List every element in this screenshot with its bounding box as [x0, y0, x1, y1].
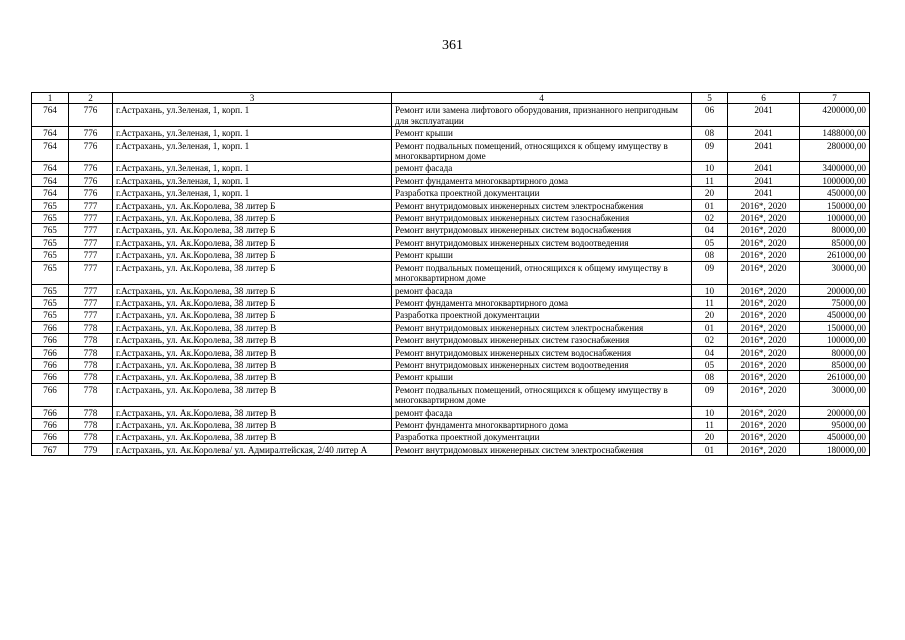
house-number-cell: 777: [69, 212, 113, 224]
row-number-cell: 766: [32, 358, 69, 370]
cost-cell: 3400000,00: [800, 162, 870, 174]
year-cell: 2041: [728, 187, 800, 199]
work-type-cell: Ремонт крыши: [392, 371, 692, 383]
year-cell: 2016*, 2020: [728, 296, 800, 308]
header-cell: 3: [113, 93, 392, 104]
address-cell: г.Астрахань, ул. Ак.Королева, 38 литер Б: [113, 224, 392, 236]
header-cell: 1: [32, 93, 69, 104]
cost-cell: 450000,00: [800, 187, 870, 199]
cost-cell: 85000,00: [800, 358, 870, 370]
cost-cell: 4200000,00: [800, 104, 870, 127]
row-number-cell: 767: [32, 443, 69, 455]
table-row: [32, 139, 870, 162]
address-cell: г.Астрахань, ул.Зеленая, 1, корп. 1: [113, 139, 392, 162]
address-cell: г.Астрахань, ул. Ак.Королева, 38 литер Б: [113, 212, 392, 224]
work-code-cell: 20: [692, 309, 728, 321]
address-cell: г.Астрахань, ул. Ак.Королева/ ул. Адмиралтейская, 2/40 литер А: [113, 443, 392, 455]
work-type-cell: Ремонт фундамента многоквартирного дома: [392, 174, 692, 186]
house-number-cell: 778: [69, 346, 113, 358]
row-number-cell: 764: [32, 104, 69, 127]
table-row: [32, 236, 870, 248]
house-number-cell: 777: [69, 296, 113, 308]
row-number-cell: 764: [32, 162, 69, 174]
year-cell: 2016*, 2020: [728, 284, 800, 296]
row-number-cell: 764: [32, 127, 69, 139]
row-number-cell: 765: [32, 224, 69, 236]
work-type-cell: Ремонт крыши: [392, 127, 692, 139]
work-type-cell: Ремонт крыши: [392, 249, 692, 261]
address-cell: г.Астрахань, ул. Ак.Королева, 38 литер В: [113, 431, 392, 443]
house-number-cell: 779: [69, 443, 113, 455]
year-cell: 2016*, 2020: [728, 261, 800, 284]
row-number-cell: 765: [32, 284, 69, 296]
house-number-cell: 778: [69, 321, 113, 333]
cost-cell: 75000,00: [800, 296, 870, 308]
cost-cell: 95000,00: [800, 418, 870, 430]
cost-cell: 450000,00: [800, 431, 870, 443]
work-type-cell: ремонт фасада: [392, 406, 692, 418]
row-number-cell: 766: [32, 383, 69, 406]
address-cell: г.Астрахань, ул. Ак.Королева, 38 литер Б: [113, 261, 392, 284]
house-number-cell: 777: [69, 261, 113, 284]
table-row: [32, 358, 870, 370]
row-number-cell: 765: [32, 249, 69, 261]
cost-cell: 30000,00: [800, 383, 870, 406]
cost-cell: 150000,00: [800, 321, 870, 333]
cost-cell: 150000,00: [800, 199, 870, 211]
work-code-cell: 10: [692, 406, 728, 418]
address-cell: г.Астрахань, ул. Ак.Королева, 38 литер В: [113, 418, 392, 430]
cost-cell: 80000,00: [800, 346, 870, 358]
header-cell: 5: [692, 93, 728, 104]
year-cell: 2016*, 2020: [728, 212, 800, 224]
year-cell: 2016*, 2020: [728, 236, 800, 248]
house-number-cell: 776: [69, 162, 113, 174]
work-type-cell: Ремонт внутридомовых инженерных систем электроснабжения: [392, 443, 692, 455]
table-row: [32, 346, 870, 358]
work-code-cell: 09: [692, 383, 728, 406]
work-code-cell: 10: [692, 162, 728, 174]
cost-cell: 180000,00: [800, 443, 870, 455]
address-cell: г.Астрахань, ул. Ак.Королева, 38 литер В: [113, 358, 392, 370]
work-type-cell: ремонт фасада: [392, 162, 692, 174]
row-number-cell: 766: [32, 334, 69, 346]
row-number-cell: 766: [32, 431, 69, 443]
address-cell: г.Астрахань, ул.Зеленая, 1, корп. 1: [113, 174, 392, 186]
work-type-cell: ремонт фасада: [392, 284, 692, 296]
header-cell: 4: [392, 93, 692, 104]
house-number-cell: 778: [69, 383, 113, 406]
table-row: [32, 334, 870, 346]
work-code-cell: 02: [692, 212, 728, 224]
header-cell: 7: [800, 93, 870, 104]
cost-cell: 261000,00: [800, 249, 870, 261]
work-code-cell: 10: [692, 284, 728, 296]
work-type-cell: Ремонт внутридомовых инженерных систем электроснабжения: [392, 321, 692, 333]
house-number-cell: 778: [69, 371, 113, 383]
work-type-cell: Ремонт внутридомовых инженерных систем водоснабжения: [392, 346, 692, 358]
work-code-cell: 05: [692, 358, 728, 370]
address-cell: г.Астрахань, ул. Ак.Королева, 38 литер В: [113, 346, 392, 358]
row-number-cell: 766: [32, 321, 69, 333]
cost-cell: 261000,00: [800, 371, 870, 383]
year-cell: 2016*, 2020: [728, 443, 800, 455]
address-cell: г.Астрахань, ул. Ак.Королева, 38 литер Б: [113, 309, 392, 321]
table-row: [32, 309, 870, 321]
work-type-cell: Ремонт внутридомовых инженерных систем газоснабжения: [392, 212, 692, 224]
work-code-cell: 06: [692, 104, 728, 127]
table-row: [32, 383, 870, 406]
table-row: [32, 371, 870, 383]
table-row: [32, 104, 870, 127]
house-number-cell: 776: [69, 127, 113, 139]
address-cell: г.Астрахань, ул. Ак.Королева, 38 литер В: [113, 321, 392, 333]
house-number-cell: 777: [69, 199, 113, 211]
house-number-cell: 778: [69, 418, 113, 430]
work-type-cell: Разработка проектной документации: [392, 187, 692, 199]
year-cell: 2016*, 2020: [728, 309, 800, 321]
table-row: [32, 431, 870, 443]
row-number-cell: 766: [32, 406, 69, 418]
work-type-cell: Ремонт подвальных помещений, относящихся к общему имуществу в многоквартирном доме: [392, 383, 692, 406]
address-cell: г.Астрахань, ул. Ак.Королева, 38 литер Б: [113, 296, 392, 308]
table-row: [32, 284, 870, 296]
table-row: [32, 443, 870, 455]
year-cell: 2041: [728, 139, 800, 162]
work-type-cell: Ремонт фундамента многоквартирного дома: [392, 296, 692, 308]
table-row: [32, 199, 870, 211]
work-code-cell: 04: [692, 346, 728, 358]
row-number-cell: 764: [32, 187, 69, 199]
house-number-cell: 776: [69, 187, 113, 199]
work-code-cell: 05: [692, 236, 728, 248]
year-cell: 2016*, 2020: [728, 249, 800, 261]
table-row: [32, 418, 870, 430]
work-code-cell: 04: [692, 224, 728, 236]
address-cell: г.Астрахань, ул.Зеленая, 1, корп. 1: [113, 127, 392, 139]
row-number-cell: 765: [32, 296, 69, 308]
year-cell: 2041: [728, 162, 800, 174]
work-code-cell: 11: [692, 418, 728, 430]
row-number-cell: 766: [32, 371, 69, 383]
address-cell: г.Астрахань, ул. Ак.Королева, 38 литер В: [113, 406, 392, 418]
house-number-cell: 777: [69, 309, 113, 321]
page-number: 361: [442, 38, 463, 53]
cost-cell: 85000,00: [800, 236, 870, 248]
work-code-cell: 01: [692, 321, 728, 333]
table-row: [32, 261, 870, 284]
row-number-cell: 765: [32, 199, 69, 211]
year-cell: 2016*, 2020: [728, 358, 800, 370]
work-type-cell: Ремонт подвальных помещений, относящихся к общему имуществу в многоквартирном доме: [392, 139, 692, 162]
row-number-cell: 765: [32, 236, 69, 248]
row-number-cell: 766: [32, 418, 69, 430]
table-row: [32, 321, 870, 333]
address-cell: г.Астрахань, ул.Зеленая, 1, корп. 1: [113, 187, 392, 199]
year-cell: 2016*, 2020: [728, 371, 800, 383]
cost-cell: 30000,00: [800, 261, 870, 284]
address-cell: г.Астрахань, ул. Ак.Королева, 38 литер В: [113, 383, 392, 406]
header-cell: 2: [69, 93, 113, 104]
work-type-cell: Ремонт подвальных помещений, относящихся к общему имуществу в многоквартирном доме: [392, 261, 692, 284]
address-cell: г.Астрахань, ул. Ак.Королева, 38 литер Б: [113, 249, 392, 261]
work-code-cell: 11: [692, 174, 728, 186]
table-row: [32, 212, 870, 224]
house-number-cell: 776: [69, 174, 113, 186]
work-type-cell: Разработка проектной документации: [392, 309, 692, 321]
table-row: [32, 127, 870, 139]
year-cell: 2016*, 2020: [728, 334, 800, 346]
house-number-cell: 777: [69, 284, 113, 296]
header-cell: 6: [728, 93, 800, 104]
cost-cell: 200000,00: [800, 406, 870, 418]
year-cell: 2016*, 2020: [728, 199, 800, 211]
year-cell: 2016*, 2020: [728, 406, 800, 418]
table-row: [32, 162, 870, 174]
work-code-cell: 20: [692, 187, 728, 199]
work-code-cell: 01: [692, 443, 728, 455]
house-number-cell: 778: [69, 406, 113, 418]
header-row: [32, 93, 870, 104]
row-number-cell: 765: [32, 261, 69, 284]
year-cell: 2016*, 2020: [728, 321, 800, 333]
address-cell: г.Астрахань, ул. Ак.Королева, 38 литер Б: [113, 284, 392, 296]
address-cell: г.Астрахань, ул.Зеленая, 1, корп. 1: [113, 162, 392, 174]
work-code-cell: 01: [692, 199, 728, 211]
repair-schedule-table: [31, 92, 870, 456]
house-number-cell: 777: [69, 224, 113, 236]
work-type-cell: Ремонт внутридомовых инженерных систем водоснабжения: [392, 224, 692, 236]
work-code-cell: 08: [692, 371, 728, 383]
address-cell: г.Астрахань, ул.Зеленая, 1, корп. 1: [113, 104, 392, 127]
work-code-cell: 11: [692, 296, 728, 308]
year-cell: 2041: [728, 104, 800, 127]
address-cell: г.Астрахань, ул. Ак.Королева, 38 литер В: [113, 371, 392, 383]
house-number-cell: 778: [69, 334, 113, 346]
table-row: [32, 406, 870, 418]
cost-cell: 100000,00: [800, 212, 870, 224]
address-cell: г.Астрахань, ул. Ак.Королева, 38 литер Б: [113, 236, 392, 248]
table-row: [32, 249, 870, 261]
row-number-cell: 766: [32, 346, 69, 358]
cost-cell: 1488000,00: [800, 127, 870, 139]
table-row: [32, 187, 870, 199]
house-number-cell: 777: [69, 249, 113, 261]
cost-cell: 280000,00: [800, 139, 870, 162]
year-cell: 2016*, 2020: [728, 224, 800, 236]
cost-cell: 80000,00: [800, 224, 870, 236]
year-cell: 2016*, 2020: [728, 383, 800, 406]
cost-cell: 100000,00: [800, 334, 870, 346]
address-cell: г.Астрахань, ул. Ак.Королева, 38 литер Б: [113, 199, 392, 211]
year-cell: 2016*, 2020: [728, 346, 800, 358]
cost-cell: 1000000,00: [800, 174, 870, 186]
address-cell: г.Астрахань, ул. Ак.Королева, 38 литер В: [113, 334, 392, 346]
work-type-cell: Ремонт фундамента многоквартирного дома: [392, 418, 692, 430]
house-number-cell: 778: [69, 358, 113, 370]
work-code-cell: 09: [692, 139, 728, 162]
table-row: [32, 174, 870, 186]
house-number-cell: 776: [69, 104, 113, 127]
work-code-cell: 08: [692, 249, 728, 261]
work-code-cell: 09: [692, 261, 728, 284]
year-cell: 2016*, 2020: [728, 431, 800, 443]
year-cell: 2041: [728, 127, 800, 139]
house-number-cell: 777: [69, 236, 113, 248]
work-type-cell: Ремонт внутридомовых инженерных систем газоснабжения: [392, 334, 692, 346]
year-cell: 2016*, 2020: [728, 418, 800, 430]
work-code-cell: 08: [692, 127, 728, 139]
row-number-cell: 765: [32, 212, 69, 224]
table-row: [32, 224, 870, 236]
year-cell: 2041: [728, 174, 800, 186]
table-body: [32, 104, 870, 456]
cost-cell: 200000,00: [800, 284, 870, 296]
work-type-cell: Ремонт внутридомовых инженерных систем водоотведения: [392, 236, 692, 248]
row-number-cell: 764: [32, 174, 69, 186]
row-number-cell: 764: [32, 139, 69, 162]
house-number-cell: 778: [69, 431, 113, 443]
work-type-cell: Ремонт внутридомовых инженерных систем водоотведения: [392, 358, 692, 370]
table-row: [32, 296, 870, 308]
cost-cell: 450000,00: [800, 309, 870, 321]
row-number-cell: 765: [32, 309, 69, 321]
house-number-cell: 776: [69, 139, 113, 162]
work-type-cell: Ремонт внутридомовых инженерных систем электроснабжения: [392, 199, 692, 211]
work-type-cell: Ремонт или замена лифтового оборудования, признанного непригодным для эксплуатации: [392, 104, 692, 127]
work-code-cell: 02: [692, 334, 728, 346]
work-type-cell: Разработка проектной документации: [392, 431, 692, 443]
work-code-cell: 20: [692, 431, 728, 443]
